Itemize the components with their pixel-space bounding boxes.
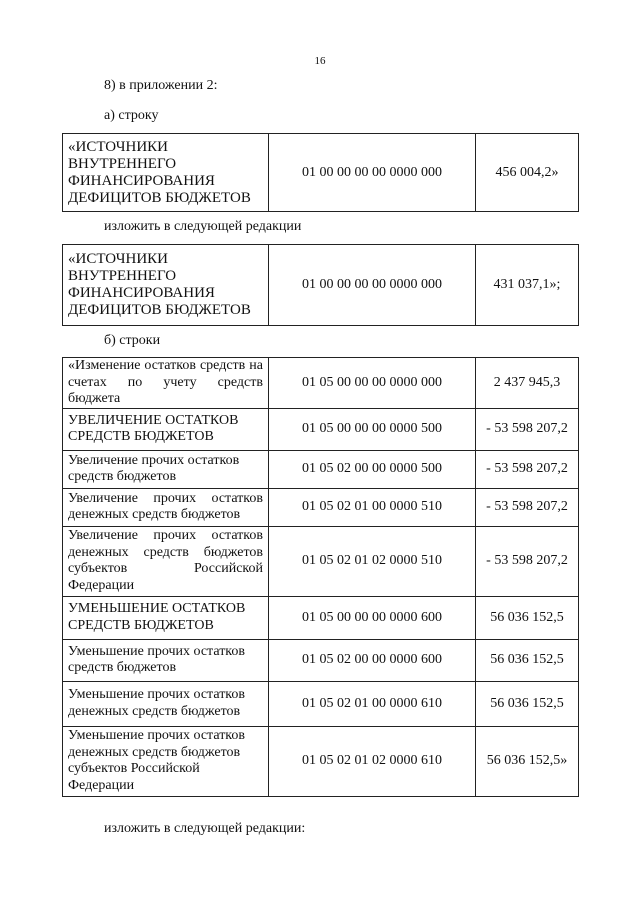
row-value: - 53 598 207,2: [476, 488, 579, 526]
row-code: 01 05 02 01 02 0000 610: [269, 726, 476, 796]
row-code: 01 05 00 00 00 0000 500: [269, 408, 476, 450]
row-code: 01 05 02 00 00 0000 500: [269, 450, 476, 488]
row-name: «Изменение остатков средств на счетах по учету средств бюджета: [63, 358, 269, 409]
row-value: 456 004,2»: [476, 134, 579, 212]
row-value: - 53 598 207,2: [476, 408, 579, 450]
row-name: «ИСТОЧНИКИ ВНУТРЕННЕГО ФИНАНСИРОВАНИЯ ДЕФИЦИТОВ БЮДЖЕТОВ: [63, 134, 269, 212]
row-code: 01 05 00 00 00 0000 600: [269, 596, 476, 639]
row-value: 56 036 152,5: [476, 681, 579, 726]
row-code: 01 05 02 01 00 0000 510: [269, 488, 476, 526]
row-code: 01 05 02 01 02 0000 510: [269, 526, 476, 596]
row-code: 01 00 00 00 00 0000 000: [269, 245, 476, 326]
table-a-new: [62, 244, 579, 326]
row-name: Уменьшение прочих остатков денежных средств бюджетов субъектов Российской Федерации: [63, 726, 269, 796]
row-name: УВЕЛИЧЕНИЕ ОСТАТКОВ СРЕДСТВ БЮДЖЕТОВ: [63, 408, 269, 450]
row-code: 01 05 00 00 00 0000 000: [269, 358, 476, 409]
row-value: - 53 598 207,2: [476, 526, 579, 596]
table-row: [63, 681, 579, 726]
replace-instruction-1: изложить в следующей редакции: [104, 219, 302, 234]
row-name: Уменьшение прочих остатков денежных средств бюджетов: [63, 681, 269, 726]
row-name: «ИСТОЧНИКИ ВНУТРЕННЕГО ФИНАНСИРОВАНИЯ ДЕФИЦИТОВ БЮДЖЕТОВ: [63, 245, 269, 326]
item-b-label: б) строки: [104, 333, 161, 348]
row-value: - 53 598 207,2: [476, 450, 579, 488]
table-row: [63, 450, 579, 488]
table-row: [63, 526, 579, 596]
table-row: [63, 358, 579, 409]
row-value: 56 036 152,5: [476, 596, 579, 639]
table-row: [63, 639, 579, 681]
table-b: [62, 357, 579, 797]
row-name: Увеличение прочих остатков денежных средств бюджетов субъектов Российской Федерации: [63, 526, 269, 596]
row-code: 01 05 02 00 00 0000 600: [269, 639, 476, 681]
row-name: УМЕНЬШЕНИЕ ОСТАТКОВ СРЕДСТВ БЮДЖЕТОВ: [63, 596, 269, 639]
replace-instruction-2: изложить в следующей редакции:: [104, 821, 306, 836]
row-name: Увеличение прочих остатков средств бюджетов: [63, 450, 269, 488]
row-value: 431 037,1»;: [476, 245, 579, 326]
row-value: 56 036 152,5: [476, 639, 579, 681]
row-value: 2 437 945,3: [476, 358, 579, 409]
page-number: 16: [314, 55, 326, 67]
row-code: 01 00 00 00 00 0000 000: [269, 134, 476, 212]
row-name: Увеличение прочих остатков денежных средств бюджетов: [63, 488, 269, 526]
row-code: 01 05 02 01 00 0000 610: [269, 681, 476, 726]
item-a-label: а) строку: [104, 108, 159, 123]
row-name: Уменьшение прочих остатков средств бюджетов: [63, 639, 269, 681]
table-row: [63, 596, 579, 639]
table-a-original: [62, 133, 579, 212]
table-row: [63, 134, 579, 212]
table-row: [63, 408, 579, 450]
row-value: 56 036 152,5»: [476, 726, 579, 796]
table-row: [63, 488, 579, 526]
item-8-heading: 8) в приложении 2:: [104, 78, 218, 93]
table-row: [63, 726, 579, 796]
table-row: [63, 245, 579, 326]
